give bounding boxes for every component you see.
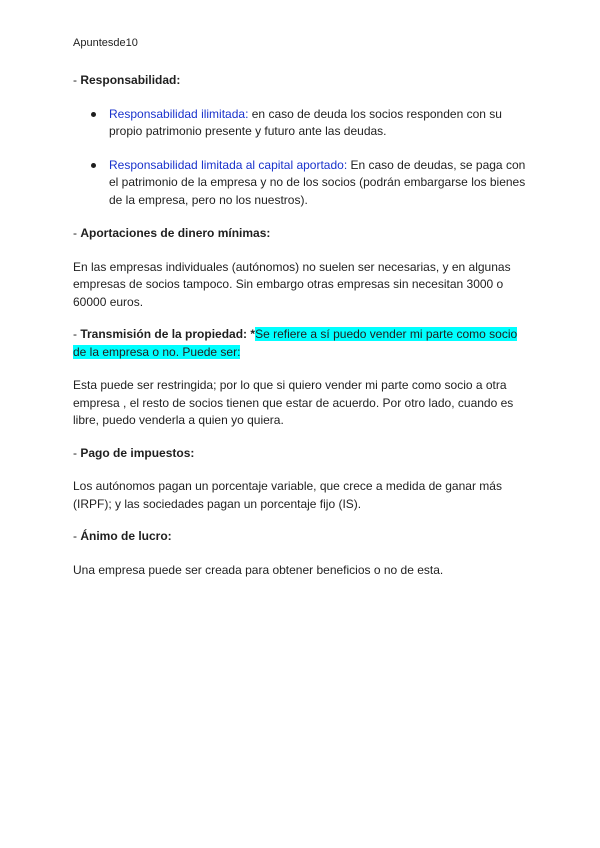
heading-title: Responsabilidad: [80,73,181,87]
heading-dash: - [73,73,81,87]
paragraph-lucro: Una empresa puede ser creada para obtener beneficios o no de esta. [73,562,444,577]
heading-title: Transmisión de la propiedad: [80,327,248,341]
paragraph-aportaciones: En las empresas individuales (autónomos) no suelen ser necesarias, y en algunas empresas de socios tampoco. Sin embargo otras empresas sin necesitan 3000 o 60000 euros. [73,259,511,309]
heading-dash: - [73,529,81,543]
list-item-text: en caso de deuda los socios responden con su propio patrimonio presente y futuro ante las deudas. [109,106,502,138]
responsabilidad-list [73,106,528,210]
list-item-text: En caso de deudas, se paga con el patrimonio de la empresa y no de los socios (podrán embargarse los bienes de la empresa, pero no los nuestros). [109,157,526,207]
section-heading-aportaciones [73,225,528,243]
heading-dash: - [73,327,81,341]
section-heading-responsabilidad [73,72,528,90]
bullet-icon [91,163,96,168]
paragraph-transmision: Esta puede ser restringida; por lo que si quiero vender mi parte como socio a otra empresa , el resto de socios tienen que estar de acuerdo. Por otro lado, cuando es libre, puedo venderla a quien yo quiera. [73,378,514,427]
page-header: Apuntesde10 [73,37,138,49]
list-item [73,106,528,141]
heading-title: Aportaciones de dinero mínimas: [80,226,271,240]
document-body [73,72,528,594]
note-prefix: * [247,327,256,341]
section-heading-impuestos [73,445,528,463]
list-item-term: Responsabilidad ilimitada: [109,106,249,121]
heading-title: Pago de impuestos: [80,445,195,460]
heading-dash: - [73,445,81,460]
highlighted-note: Se refiere a sí puedo vender mi parte como socio de la empresa o no. Puede ser: [73,327,518,359]
list-item-term: Responsabilidad limitada al capital aportado: [109,157,348,172]
section-heading-transmision [73,326,528,361]
paragraph-impuestos: Los autónomos pagan un porcentaje variable, que crece a medida de ganar más (IRPF); y las sociedades pagan un porcentaje fijo (IS). [73,479,502,511]
heading-dash: - [73,226,81,240]
list-item [73,157,528,210]
heading-title: Ánimo de lucro: [80,529,172,543]
section-heading-lucro [73,528,528,546]
bullet-icon [91,112,96,117]
